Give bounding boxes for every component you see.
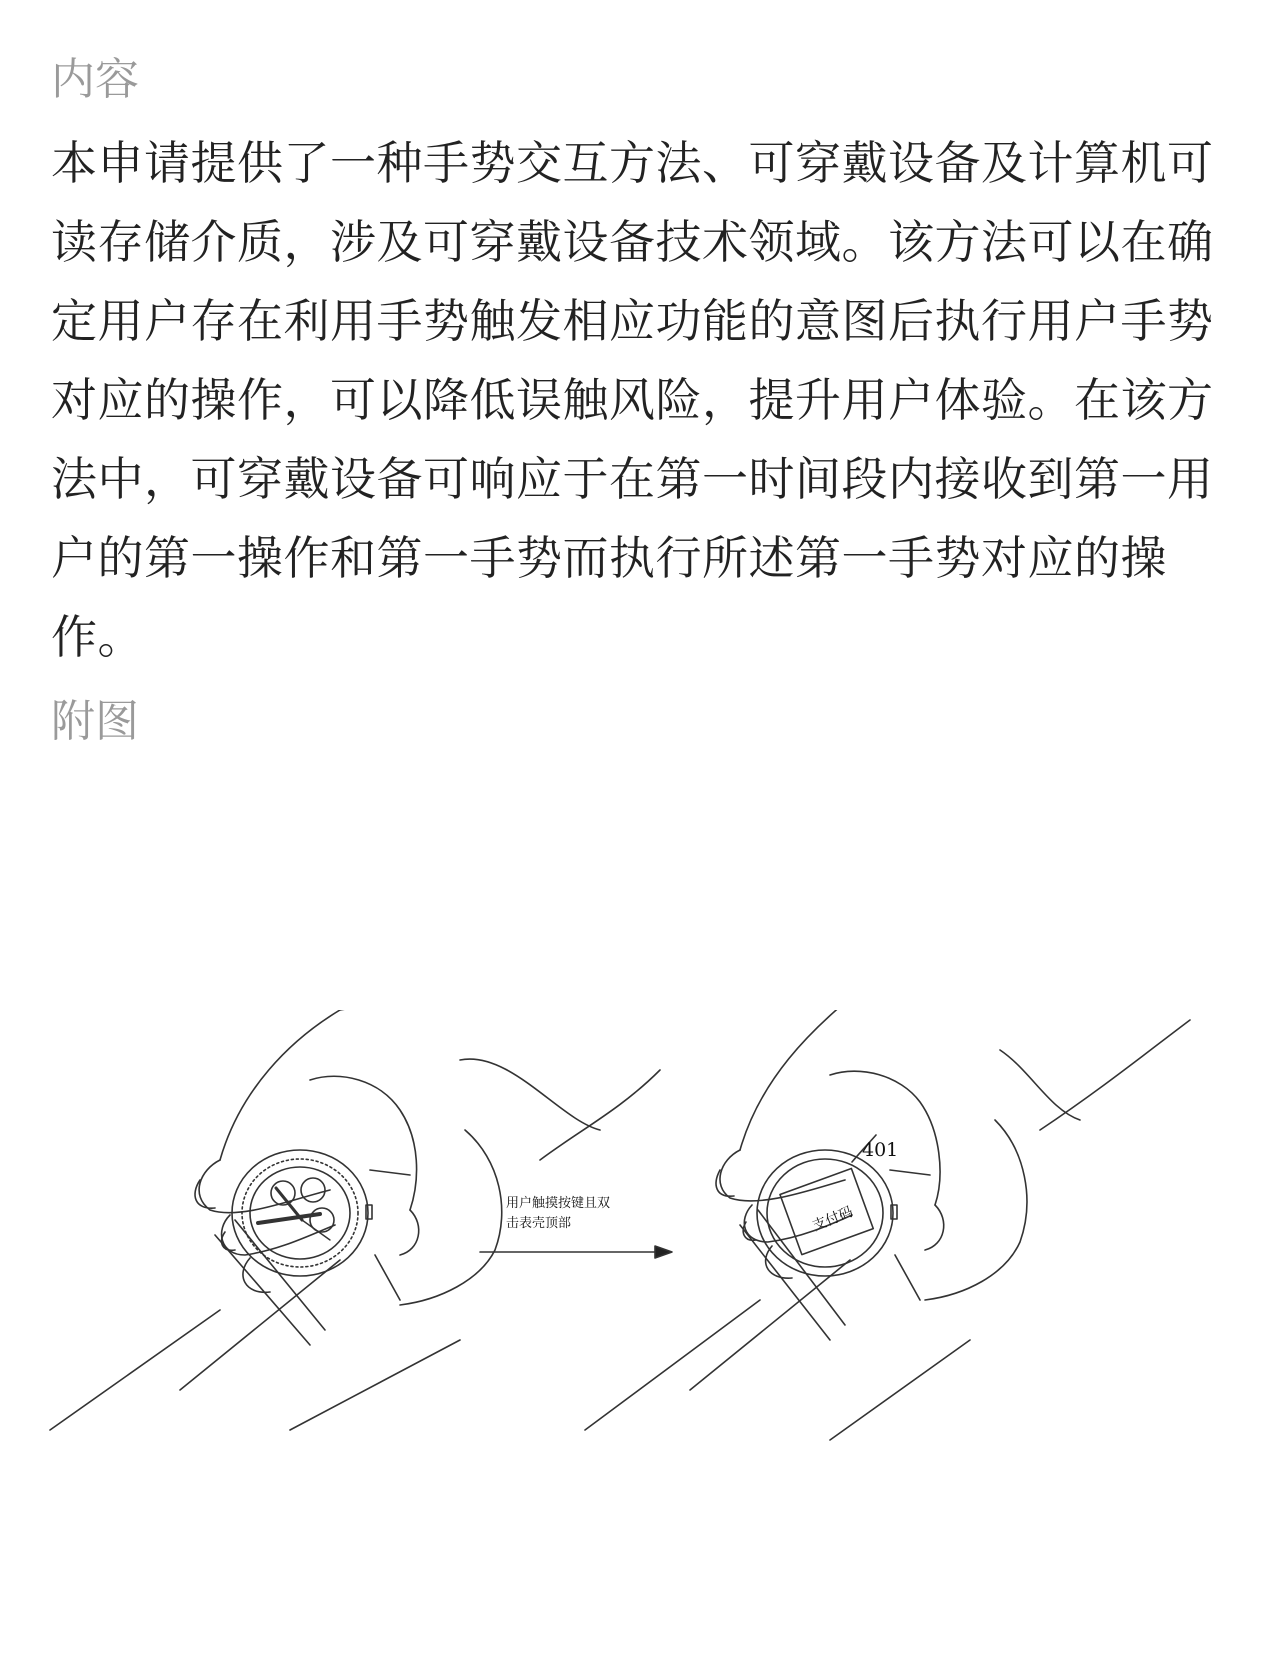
- reference-number-401: 401: [862, 1139, 899, 1161]
- content-heading: 内容: [51, 54, 139, 105]
- right-hand-watch-drawing: [585, 1010, 1190, 1440]
- patent-figure: [40, 1010, 1250, 1480]
- transition-arrow: [480, 1246, 672, 1258]
- arrow-label-line1: 用户触摸按键且双: [506, 1196, 611, 1211]
- abstract-text: 本申请提供了一种手势交互方法、可穿戴设备及计算机可读存储介质，涉及可穿戴设备技术领域。该方法可以在确定用户存在利用手势触发相应功能的意图后执行用户手势对应的操作，可以降低误触风险，提升用户体验。在该方法中，可穿戴设备可响应于在第一时间段内接收到第一用户的第一操作和第一手势而执行所述第一手势对应的操作。: [51, 136, 1214, 664]
- arrow-label-line2: 击表壳顶部: [506, 1216, 572, 1231]
- figure-heading: 附图: [51, 696, 139, 747]
- payment-code-screen-text: 支付码: [810, 1203, 856, 1235]
